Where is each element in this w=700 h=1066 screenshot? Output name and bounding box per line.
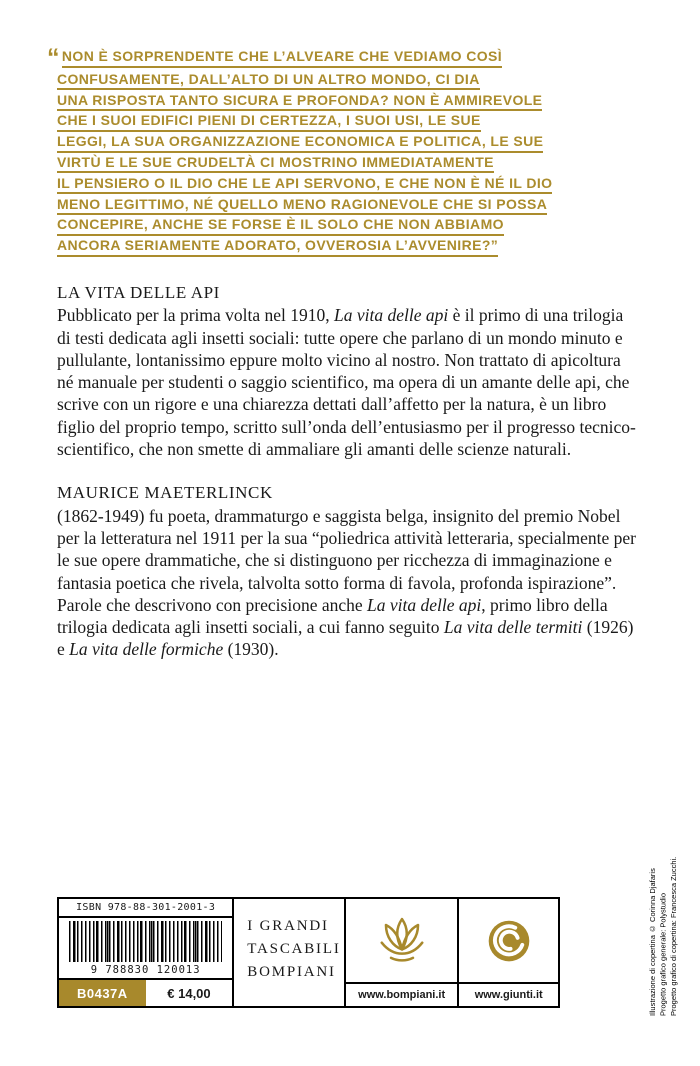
- price-row: [59, 978, 232, 1006]
- bompiani-logo-area: [346, 899, 458, 982]
- isbn-block: [59, 899, 232, 1006]
- quote-line: ANCORA SERIAMENTE ADORATO, OVVEROSIA L’AVVENIRE?”: [57, 235, 682, 256]
- series-block: [232, 899, 344, 1006]
- author-bio: (1862-1949) fu poeta, drammaturgo e saggista belga, insignito del premio Nobel per la letteratura nel 1911 per la sua “poliedrica attività letteraria, specialmente per le sue opere drammatiche, che si distinguono per ricchezza di immaginazione e fantasia poetica che rivela, talvolta sotto forma di favola, profonda ispirazione”. Parole che descrivono con precisione anche La vita delle api, primo libro della trilogia dedicata agli insetti sociali, a cui fanno seguito La vita delle termiti (1926) e La vita delle formiche (1930).: [57, 505, 636, 660]
- quote-line: CONCEPIRE, ANCHE SE FORSE È IL SOLO CHE NON ABBIAMO: [57, 214, 682, 235]
- quote-lines: [47, 44, 682, 256]
- bompiani-url: www.bompiani.it: [346, 982, 458, 1006]
- price: € 14,00: [167, 985, 211, 1001]
- barcode: [69, 921, 222, 962]
- giunti-logo-area: [459, 899, 558, 982]
- giunti-block: [457, 899, 558, 1006]
- book-title-header: LA VITA DELLE API: [57, 283, 220, 302]
- giunti-spiral-logo: [484, 916, 534, 966]
- edition-code: B0437A: [59, 980, 146, 1006]
- isbn-digits: 9 788830 120013: [90, 964, 201, 976]
- series-name: [247, 915, 344, 984]
- bompiani-lotus-logo: [375, 914, 429, 968]
- quote-line: IL PENSIERO O IL DIO CHE LE API SERVONO, E CHE NON È NÉ IL DIO: [57, 173, 682, 194]
- quote-line: LEGGI, LA SUA ORGANIZZAZIONE ECONOMICA E POLITICA, LE SUE: [57, 131, 682, 152]
- quote-line: VIRTÙ E LE SUE CRUDELTÀ CI MOSTRINO IMMEDIATAMENTE: [57, 152, 682, 173]
- quote-line: CHE I SUOI EDIFICI PIENI DI CERTEZZA, I SUOI USI, LE SUE: [57, 110, 682, 131]
- book-section: [57, 282, 637, 460]
- publisher-bar: [57, 897, 560, 1008]
- text-line: I GRANDI: [247, 918, 329, 934]
- text-line: Progetto grafico generale: Polystudio: [658, 893, 668, 1016]
- cover-quote: [47, 44, 682, 256]
- quote-line: CONFUSAMENTE, DALL’ALTO DI UN ALTRO MONDO, CI DIA: [57, 69, 682, 90]
- open-quote-mark: “: [47, 44, 60, 72]
- giunti-url: www.giunti.it: [459, 982, 558, 1006]
- text-line: Progetto grafico di copertina: Francesca Zucchi.: [669, 856, 678, 1016]
- credits: [648, 848, 680, 1016]
- author-section: [57, 482, 637, 660]
- barcode-area: [59, 918, 232, 978]
- bompiani-block: [344, 899, 458, 1006]
- quote-line: MENO LEGITTIMO, NÉ QUELLO MENO RAGIONEVOLE CHE SI POSSA: [57, 194, 682, 215]
- quote-line: UNA RISPOSTA TANTO SICURA E PROFONDA? NON È AMMIREVOLE: [57, 90, 682, 111]
- quote-line: “ NON È SORPRENDENTE CHE L’ALVEARE CHE VEDIAMO COSÌ: [47, 44, 503, 72]
- text-line: TASCABILI: [247, 941, 341, 957]
- book-description: Pubblicato per la prima volta nel 1910, La vita delle api è il primo di una trilogia di testi dedicata agli insetti sociali: tutte opere che parlano di un mondo minuto e pullulante, lontanissimo eppure molto vicino al nostro. Non trattato di apicoltura né manuale per studenti o saggio scientifico, ma opera di un amante delle api, che scrive con un rigore e una chiarezza dettati dall’affetto per la natura, è un libro figlio del proprio tempo, scritto sull’onda dell’entusiasmo per il progresso tecnico-scientifico, che non smette di ammaliare gli amanti delle scienze naturali.: [57, 305, 636, 460]
- isbn-label: ISBN 978-88-301-2001-3: [59, 899, 232, 918]
- text-line: Illustrazione di copertina © Corinna Djafaris: [648, 868, 657, 1016]
- author-header: MAURICE MAETERLINCK: [57, 483, 273, 503]
- description-block: [57, 282, 637, 661]
- text-line: BOMPIANI: [247, 964, 336, 980]
